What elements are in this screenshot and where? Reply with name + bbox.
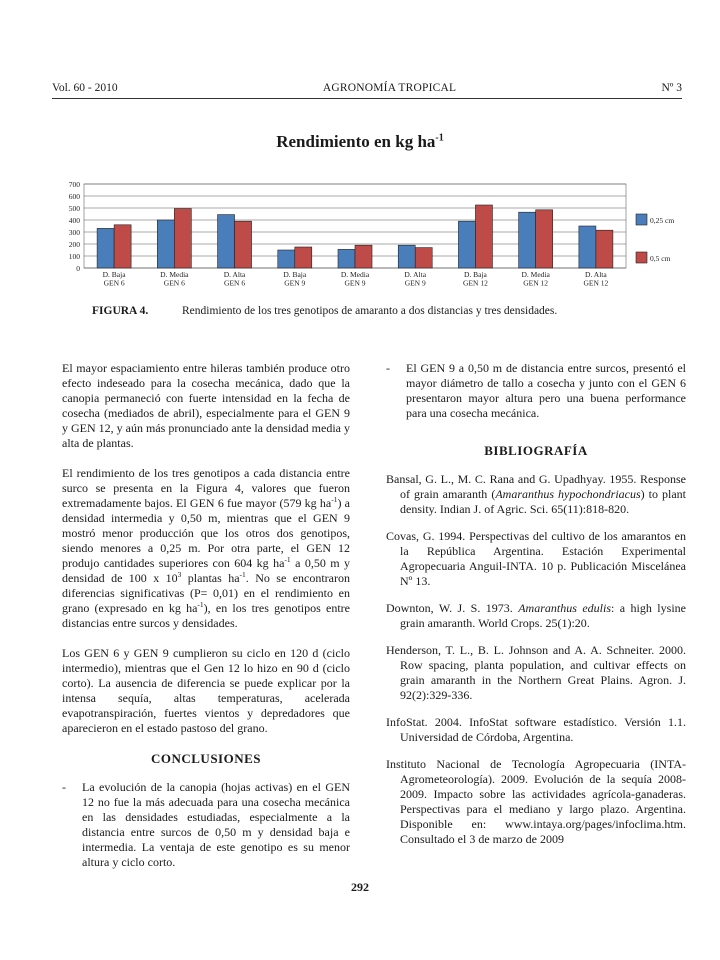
y-tick-label: 600 — [68, 192, 80, 201]
bar — [536, 210, 553, 268]
bar — [579, 226, 596, 268]
legend-label: 0,25 cm — [650, 216, 675, 225]
figure-label: FIGURA 4. — [92, 305, 149, 317]
p2-sup-1: -1 — [331, 495, 338, 504]
p2-text-e: . No se encontraron diferencias significativas (P= 0,01) en el rendimiento en grano (expresado en kg ha — [62, 571, 351, 615]
x-tick-label: D. Alta — [404, 270, 427, 279]
x-tick-label: GEN 9 — [404, 278, 426, 288]
p2-sup-2: -1 — [284, 555, 291, 564]
chart-title-text: Rendimiento en kg ha — [276, 132, 436, 151]
x-tick-label: GEN 9 — [344, 278, 366, 288]
x-tick-label: GEN 12 — [523, 278, 549, 288]
chart-title — [0, 132, 720, 152]
header-rule — [52, 98, 682, 99]
bar — [458, 221, 475, 268]
bar — [596, 230, 613, 268]
volume-label: Vol. 60 - 2010 — [52, 82, 118, 94]
reference-item: Instituto Nacional de Tecnología Agropecuaria (INTA-Agrometeorología). 2009. Evolución de la sequía 2008-2009. Impacto sobre las actividades agrícola-ganaderas. Perspectivas para el mediano y largo plazo. Argentina. Disponible en: www.intaya.org/pages/infoclima.htm. Consultado el 3 de marzo de 2009 — [386, 757, 686, 846]
yield-chart-svg — [58, 176, 698, 298]
paragraph-2 — [62, 466, 350, 631]
page-number: 292 — [351, 880, 369, 894]
p2-text-b: ) a densidad intermedia y 0,50 m, mientras que el GEN 9 mostró menor producción que los otros dos genotipos, siendo menores a 0,25 m. Por otra parte, el GEN 12 produjo cantidades superiores con 604 kg ha — [62, 496, 350, 570]
x-tick-label: D. Alta — [585, 270, 607, 279]
ref3-text-a: Downton, W. J. S. 1973. — [386, 601, 519, 615]
bar — [157, 220, 174, 268]
bar — [218, 215, 235, 268]
y-tick-label: 400 — [68, 216, 80, 225]
conclusions-heading: CONCLUSIONES — [150, 751, 262, 766]
p2-sup-3: 3 — [177, 570, 182, 579]
x-tick-label: D. Alta — [223, 270, 246, 279]
legend-label: 0,5 cm — [650, 254, 671, 263]
bar — [295, 247, 312, 268]
reference-item: Covas, G. 1994. Perspectivas del cultivo de los amarantos en la República Argentina. Estación Experimental Agropecuaria Anguil-INTA. 10 p. Publicación Miscelánea Nº 13. — [386, 529, 686, 588]
ref3-italic: Amaranthus edulis — [518, 601, 611, 615]
y-tick-label: 300 — [68, 228, 80, 237]
paragraph-1: El mayor espaciamiento entre hileras también produce otro efecto indeseado para la cosecha mecánica, dado que la canopia permaneció con fuerte intensidad en la fecha de cosecha (mediados de abril), especialmente para el GEN 9 y GEN 12, y aún más pronunciado ante la densidad media y alta de plantas. — [62, 361, 350, 450]
x-tick-label: GEN 6 — [224, 278, 246, 288]
bar — [278, 250, 295, 268]
x-tick-label: GEN 6 — [103, 278, 125, 288]
journal-name: AGRONOMÍA TROPICAL — [322, 82, 457, 94]
ref1-italic: Amaranthus hypochondriacus — [495, 487, 641, 501]
conclusion-text: La evolución de la canopia (hojas activas) en el GEN 12 no fue la más adecuada para una cosecha mecánica en las densidades estudiadas, especialmente a la distancia entre surcos de 0,50 m y densidad baja e intermedia. La ventaja de este genotipo es su menor altura y ciclo corto. — [82, 780, 350, 869]
p2-text-c: a 0,50 m y densidad de 100 x 10 — [62, 556, 350, 585]
legend-swatch — [636, 252, 647, 263]
x-tick-label: D. Baja — [102, 270, 126, 279]
left-column — [62, 361, 350, 884]
bar — [235, 221, 252, 268]
p2-sup-4: -1 — [239, 570, 246, 579]
x-tick-label: D. Baja — [283, 270, 307, 279]
legend-swatch — [636, 214, 647, 225]
y-tick-label: 500 — [68, 204, 80, 213]
running-header — [52, 80, 682, 96]
bar — [415, 248, 432, 268]
reference-item — [386, 472, 686, 517]
ref1-text-b: ) to plant density. Indian J. of Agric. Sci. 65(11):818-820. — [400, 487, 687, 516]
chart-title-sup: -1 — [435, 132, 444, 144]
x-tick-label: GEN 12 — [463, 278, 488, 288]
ref1-text-a: Bansal, G. L., M. C. Rana and G. Upadhyay. 1955. Response of grain amaranth ( — [386, 472, 686, 501]
bullet-dash: - — [62, 780, 66, 794]
x-tick-label: GEN 12 — [583, 278, 609, 288]
x-tick-label: D. Media — [521, 270, 550, 279]
y-tick-label: 700 — [68, 180, 80, 189]
paragraph-3: Los GEN 6 y GEN 9 cumplieron su ciclo en 120 d (ciclo intermedio), mientras que el Gen 12 lo hizo en 90 d (ciclo corto). La ausencia de diferencia se puede explicar por la intensa sequía, altas temperaturas, acelerada evapotranspiración, fuertes vientos y depredadores que aparecieron en el estado pastoso del grano. — [62, 646, 350, 735]
bibliography-heading: BIBLIOGRAFÍA — [484, 443, 588, 458]
x-tick-label: GEN 6 — [163, 278, 185, 288]
bar — [398, 245, 415, 268]
conclusion-item — [62, 780, 350, 870]
bar — [114, 225, 131, 268]
y-tick-label: 0 — [76, 264, 80, 273]
reference-item: InfoStat. 2004. InfoStat software estadístico. Versión 1.1. Universidad de Córdoba, Argentina. — [386, 715, 686, 744]
bar — [475, 205, 492, 268]
p2-text-d: plantas ha — [181, 571, 240, 585]
yield-chart — [58, 176, 698, 298]
bar — [519, 212, 536, 268]
conclusion-text: El GEN 9 a 0,50 m de distancia entre surcos, presentó el mayor diámetro de tallo a cosecha y junto con el GEN 6 presentaron mayor altura pero una buena performance para una cosecha mecánica. — [406, 361, 686, 420]
bar — [97, 228, 114, 268]
bar — [338, 249, 355, 268]
y-tick-label: 200 — [68, 240, 80, 249]
bar — [174, 209, 191, 268]
y-tick-label: 100 — [68, 252, 80, 261]
x-tick-label: GEN 9 — [284, 278, 306, 288]
x-tick-label: D. Media — [340, 270, 370, 279]
figure-caption — [92, 305, 672, 317]
conclusion-item — [386, 361, 686, 421]
p2-sup-5: -1 — [197, 600, 204, 609]
reference-item — [386, 601, 686, 631]
right-column — [386, 361, 686, 859]
reference-item: Henderson, T. L., B. L. Johnson and A. A. Schneiter. 2000. Row spacing, planta population, and cultivar effects on grain amaranth in the Northern Great Plains. Agron. J. 92(2):329-336. — [386, 643, 686, 702]
p2-text-a: El rendimiento de los tres genotipos a cada distancia entre surco se presenta en la Figura 4, valores que fueron extremadamente bajos. El GEN 6 fue mayor (579 kg ha — [62, 466, 350, 510]
issue-number: Nº 3 — [661, 82, 682, 94]
x-tick-label: D. Media — [160, 270, 189, 279]
bar — [355, 245, 372, 268]
bullet-dash: - — [386, 361, 390, 375]
figure-caption-text: Rendimiento de los tres genotipos de amaranto a dos distancias y tres densidades. — [182, 305, 558, 317]
x-tick-label: D. Baja — [463, 270, 487, 279]
p2-text-f: ), en los tres genotipos entre distancias entre surcos y densidades. — [62, 601, 350, 630]
ref3-text-b: : a high lysine grain amaranth. World Crops. 25(1):20. — [400, 601, 686, 630]
